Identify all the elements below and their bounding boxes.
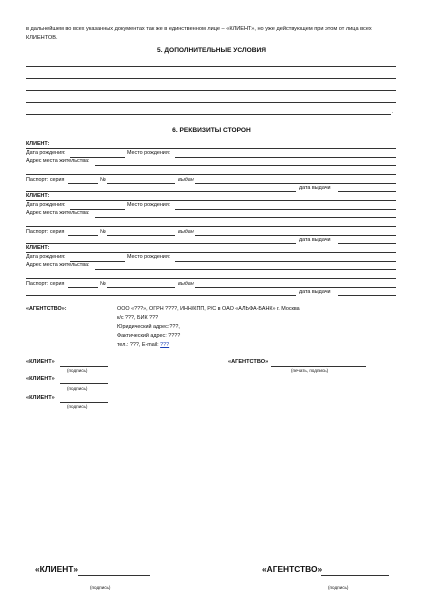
passport-series-label: Паспорт: серия <box>26 229 65 235</box>
issue-date-label: дата выдачи <box>299 237 331 243</box>
client-heading: КЛИЕНТ: <box>26 245 50 251</box>
client-heading: КЛИЕНТ: <box>26 141 50 147</box>
passport-number-label: № <box>100 229 106 235</box>
passport-number-label: № <box>100 177 106 183</box>
client-heading: КЛИЕНТ: <box>26 193 50 199</box>
section-5-title: 5. ДОПОЛНИТЕЛЬНЫЕ УСЛОВИЯ <box>157 47 266 54</box>
section-6-title: 6. РЕКВИЗИТЫ СТОРОН <box>172 127 251 134</box>
birth-place-label: Место рождения: <box>127 150 171 156</box>
address-label: Адрес места жительства: <box>26 262 90 268</box>
passport-issued-label: выдан <box>178 281 194 287</box>
issue-date-label: дата выдачи <box>299 289 331 295</box>
client-signature-label: «КЛИЕНТ» <box>26 395 55 401</box>
agency-line-3: Юридический адрес:???, <box>117 324 180 330</box>
agency-signature-label: «АГЕНТСТВО» <box>228 359 269 365</box>
footer-agency-caption: (подпись) <box>328 585 349 590</box>
agency-label: «АГЕНТСТВО»: <box>26 306 67 312</box>
footer-agency-label: «АГЕНТСТВО» <box>262 564 323 574</box>
agency-line-2: к/с ???, БИК ??? <box>117 315 159 321</box>
issue-date-label: дата выдачи <box>299 185 331 191</box>
client-signature-label: «КЛИЕНТ» <box>26 359 55 365</box>
birth-place-label: Место рождения: <box>127 202 171 208</box>
agency-email-link[interactable]: ??? <box>160 342 170 348</box>
footer-client-label: «КЛИЕНТ» <box>35 564 79 574</box>
stamp-signature-caption: (печать, подпись) <box>291 368 329 373</box>
birth-date-label: Дата рождения: <box>26 150 66 156</box>
passport-issued-label: выдан <box>178 177 194 183</box>
intro-paragraph: в дальнейшем во всех указанных документах так же в единственном лице – «КЛИЕНТ», но уже действующем при этом от лица всех КЛИЕНТОВ. <box>26 26 372 41</box>
footer-client-caption: (подпись) <box>90 585 111 590</box>
passport-series-label: Паспорт: серия <box>26 281 65 287</box>
address-label: Адрес места жительства: <box>26 210 90 216</box>
passport-issued-label: выдан <box>178 229 194 235</box>
birth-date-label: Дата рождения: <box>26 202 66 208</box>
birth-place-label: Место рождения: <box>127 254 171 260</box>
signature-caption: (подпись) <box>67 386 88 391</box>
agency-line-5 <box>117 342 169 349</box>
agency-line-4: Фактический адрес: ???? <box>117 333 181 339</box>
agency-contacts: тел.: ???, E-mail: <box>117 342 161 348</box>
passport-series-label: Паспорт: серия <box>26 177 65 183</box>
agency-line-1: ООО «???», ОГРН ????, ИНН/КПП, Р/С в ОАО «АЛЬФА-БАНК» г. Москва <box>117 306 300 312</box>
birth-date-label: Дата рождения: <box>26 254 66 260</box>
passport-number-label: № <box>100 281 106 287</box>
signature-caption: (подпись) <box>67 404 88 409</box>
address-label: Адрес места жительства: <box>26 158 90 164</box>
client-signature-label: «КЛИЕНТ» <box>26 376 55 382</box>
signature-caption: (подпись) <box>67 368 88 373</box>
